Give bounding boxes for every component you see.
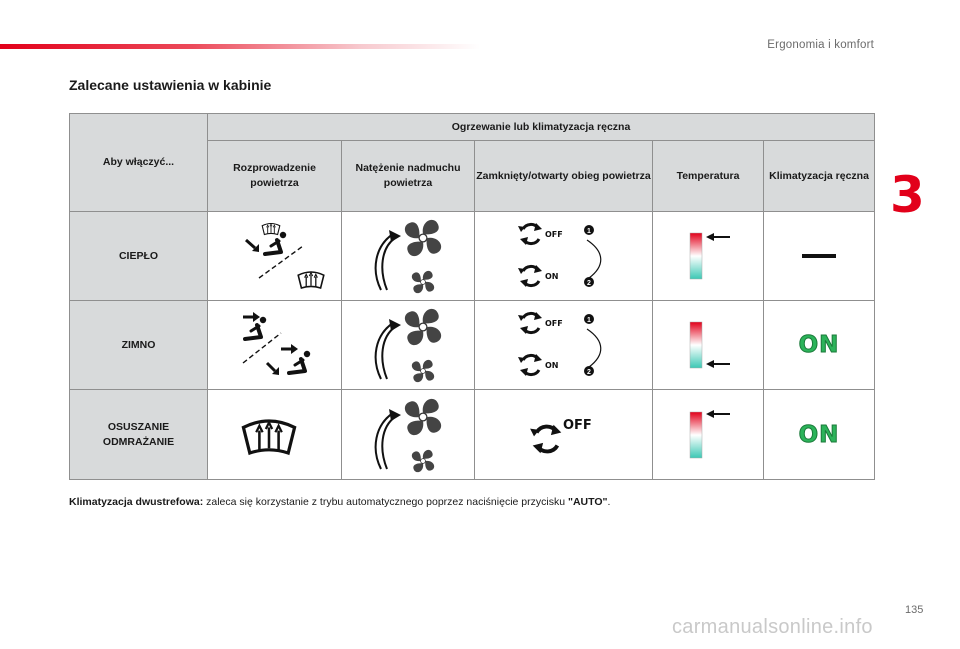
header-accent-bar bbox=[0, 44, 480, 49]
distribution-cell bbox=[208, 390, 342, 480]
fan-speed-icon bbox=[353, 395, 463, 475]
recirc-off-label: OFF bbox=[544, 230, 563, 239]
temperature-gauge-icon bbox=[668, 400, 748, 470]
section-title: Ergonomia i komfort bbox=[767, 39, 874, 51]
page-title: Zalecane ustawienia w kabinie bbox=[69, 77, 272, 93]
air-distribution-icon bbox=[215, 305, 335, 385]
footer-end: . bbox=[607, 496, 611, 508]
fan-cell bbox=[342, 212, 475, 301]
recirc-on-label: ON bbox=[544, 361, 558, 370]
temperature-gauge-icon bbox=[668, 221, 748, 291]
row-label-cold: ZIMNO bbox=[70, 301, 208, 390]
footer-auto: "AUTO" bbox=[567, 496, 608, 508]
temperature-cell bbox=[653, 390, 764, 480]
temperature-cell bbox=[653, 212, 764, 301]
ac-cell bbox=[764, 212, 875, 301]
ac-on-label: ON bbox=[798, 332, 840, 358]
ac-on-label: ON bbox=[798, 421, 840, 448]
col-header-distribution: Rozprowadzenie powietrza bbox=[208, 141, 342, 212]
row-label-line: ODMRAŻANIE bbox=[102, 435, 175, 448]
temperature-cell bbox=[653, 301, 764, 390]
row-label-heat: CIEPŁO bbox=[70, 212, 208, 301]
recirc-off-label: OFF bbox=[544, 319, 563, 328]
recirculation-cell bbox=[475, 212, 653, 301]
col-header-fan-speed: Natężenie nadmuchu powietrza bbox=[342, 141, 475, 212]
table-row bbox=[70, 212, 875, 301]
fan-cell bbox=[342, 301, 475, 390]
corner-header: Aby włączyć... bbox=[70, 114, 208, 212]
row-label-line: OSUSZANIE bbox=[107, 420, 170, 433]
group-header: Ogrzewanie lub klimatyzacja ręczna bbox=[208, 114, 875, 141]
ac-cell bbox=[764, 390, 875, 480]
fan-speed-icon bbox=[353, 216, 463, 296]
step-one-label: 1 bbox=[586, 228, 591, 235]
footer-note bbox=[69, 496, 610, 508]
air-distribution-icon bbox=[215, 216, 335, 296]
distribution-cell bbox=[208, 301, 342, 390]
recirculation-cell bbox=[475, 390, 653, 480]
recirculation-icon bbox=[509, 216, 619, 296]
fan-speed-icon bbox=[353, 305, 463, 385]
col-header-recirculation: Zamknięty/otwarty obieg powietrza bbox=[475, 141, 653, 212]
step-one-label: 1 bbox=[586, 317, 591, 324]
recirc-off-label: OFF bbox=[562, 417, 592, 433]
table-row bbox=[70, 301, 875, 390]
col-header-temperature: Temperatura bbox=[653, 141, 764, 212]
row-label-demist bbox=[70, 390, 208, 480]
ac-cell bbox=[764, 301, 875, 390]
ac-off-dash-icon bbox=[794, 246, 844, 266]
chapter-number: 3 bbox=[890, 166, 925, 224]
settings-table bbox=[69, 113, 875, 480]
page-number: 135 bbox=[905, 604, 924, 616]
col-header-manual-ac: Klimatyzacja ręczna bbox=[764, 141, 875, 212]
recirculation-icon bbox=[509, 395, 619, 475]
fan-cell bbox=[342, 390, 475, 480]
recirc-on-label: ON bbox=[544, 272, 558, 281]
step-two-label: 2 bbox=[586, 369, 591, 376]
footer-text: zaleca się korzystanie z trybu automatycznego poprzez naciśnięcie przycisku bbox=[203, 496, 568, 508]
windshield-defrost-icon bbox=[215, 395, 335, 475]
watermark: carmanualsonline.info bbox=[672, 616, 873, 638]
footer-label: Klimatyzacja dwustrefowa: bbox=[69, 496, 204, 508]
step-two-label: 2 bbox=[586, 280, 591, 287]
table-row bbox=[70, 390, 875, 480]
distribution-cell bbox=[208, 212, 342, 301]
temperature-gauge-icon bbox=[668, 310, 748, 380]
recirculation-cell bbox=[475, 301, 653, 390]
recirculation-icon bbox=[509, 305, 619, 385]
